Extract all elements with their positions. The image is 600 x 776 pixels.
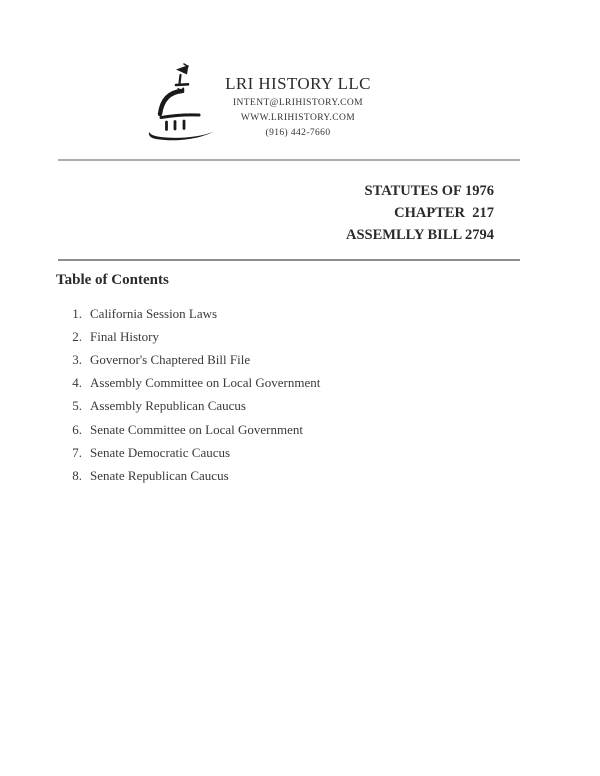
toc-item-label: Final History: [90, 328, 159, 344]
company-name: LRI HISTORY LLC: [225, 74, 371, 93]
toc-item-label: Senate Democratic Caucus: [90, 444, 231, 460]
company-website: WWW.LRIHISTORY.COM: [240, 113, 356, 123]
toc-item-4: [69, 372, 320, 395]
document-info-block: [346, 180, 494, 246]
toc-title: Table of Contents: [56, 272, 169, 288]
company-phone: (916) 442-7660: [265, 128, 331, 138]
toc-item-number: 5.: [72, 398, 82, 414]
toc-item-label: Senate Committee on Local Government: [90, 421, 303, 437]
toc-item-label: Senate Republican Caucus: [90, 467, 229, 483]
toc-item-label: Assembly Republican Caucus: [90, 398, 246, 414]
capitol-dome-logo-icon: [143, 58, 218, 146]
toc-item-1: [69, 302, 320, 325]
toc-item-6: [69, 418, 320, 441]
toc-item-number: 7.: [72, 444, 82, 460]
toc-list: [69, 302, 320, 488]
toc-item-label: California Session Laws: [90, 305, 218, 321]
toc-item-5: [69, 395, 320, 418]
toc-item-7: [69, 441, 320, 464]
toc-item-number: 8.: [72, 467, 82, 483]
toc-item-label: Assembly Committee on Local Government: [90, 375, 321, 391]
horizontal-rule-bottom: [58, 259, 520, 261]
horizontal-rule-top: [58, 159, 520, 161]
statutes-line: STATUTES OF 1976: [364, 183, 494, 199]
toc-item-label: Governor's Chaptered Bill File: [90, 351, 251, 367]
toc-item-number: 3.: [72, 351, 82, 367]
toc-item-3: [69, 348, 320, 371]
toc-item-number: 1.: [72, 305, 82, 321]
toc-item-number: 4.: [72, 375, 82, 391]
toc-item-number: 6.: [72, 421, 82, 437]
contact-block: [215, 96, 381, 141]
toc-item-8: [69, 464, 320, 487]
assembly-bill-line: ASSEMLLY BILL 2794: [345, 227, 494, 243]
company-email: INTENT@LRIHISTORY.COM: [232, 98, 363, 108]
toc-item-number: 2.: [72, 328, 82, 344]
chapter-line: CHAPTER 217: [394, 205, 494, 221]
letterhead: [215, 75, 381, 141]
toc-item-2: [69, 325, 320, 348]
